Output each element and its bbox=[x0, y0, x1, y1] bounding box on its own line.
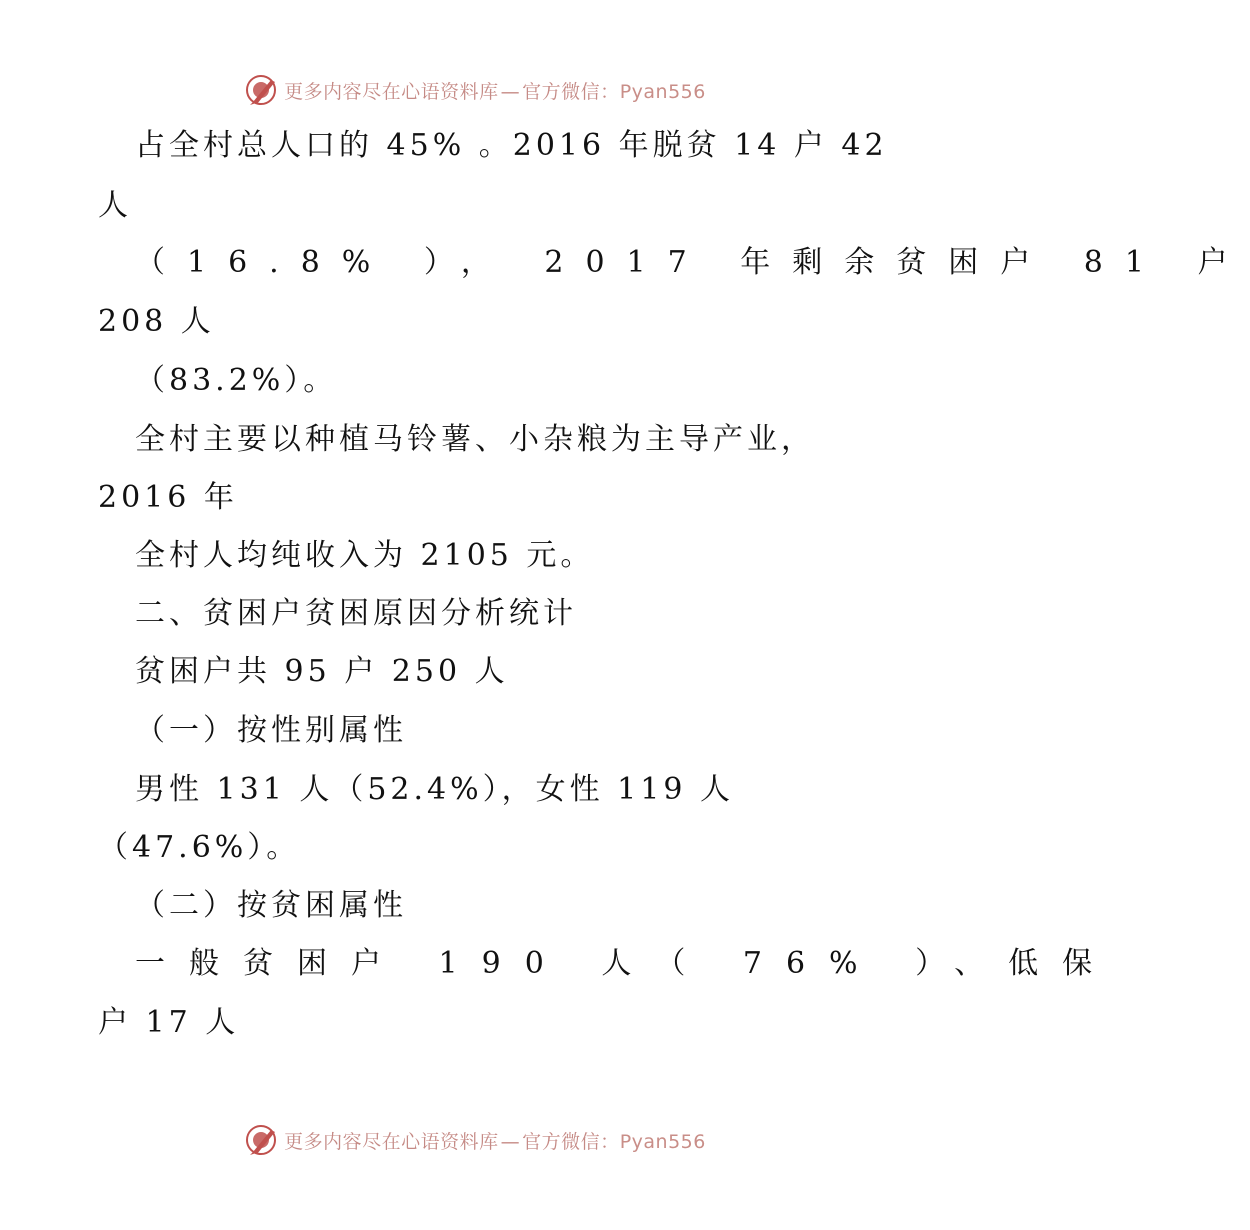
footer-watermark bbox=[0, 1120, 950, 1160]
paragraph-line: 全村主要以种植马铃薯、小杂粮为主导产业， bbox=[135, 422, 815, 457]
paragraph-line: 全村人均纯收入为 2105 元。 bbox=[135, 538, 595, 573]
watermark-text: 更多内容尽在心语资料库 — 官方微信：Pyan556 bbox=[284, 1130, 706, 1153]
paragraph-line: （83.2%）。 bbox=[135, 363, 338, 398]
paragraph-line: 占全村总人口的 45% 。2016 年脱贫 14 户 42 bbox=[135, 128, 888, 163]
paragraph-line: 一般贫困户 190 人（ 76% ）、低保 bbox=[135, 946, 1117, 981]
paragraph-line: （47.6%）。 bbox=[98, 830, 301, 865]
pen-logo-icon bbox=[244, 72, 280, 108]
subsection-heading: （二）按贫困属性 bbox=[135, 888, 407, 923]
paragraph-line: 户 17 人 bbox=[98, 1005, 240, 1040]
subsection-heading: （一）按性别属性 bbox=[135, 713, 407, 748]
paragraph-line: 人 bbox=[98, 188, 128, 223]
paragraph-line: 贫困户共 95 户 250 人 bbox=[135, 654, 509, 689]
paragraph-line: 男性 131 人（52.4%），女性 119 人 bbox=[135, 772, 734, 807]
section-heading: 二、贫困户贫困原因分析统计 bbox=[135, 596, 577, 631]
header-watermark bbox=[0, 70, 950, 110]
paragraph-line: （16.8% ）， 2017 年剩余贫困户 81 户 bbox=[135, 245, 1250, 280]
pen-logo-icon bbox=[244, 1122, 280, 1158]
paragraph-line: 208 人 bbox=[98, 304, 215, 339]
paragraph-line: 2016 年 bbox=[98, 480, 238, 515]
watermark-text: 更多内容尽在心语资料库 — 官方微信：Pyan556 bbox=[284, 80, 706, 103]
